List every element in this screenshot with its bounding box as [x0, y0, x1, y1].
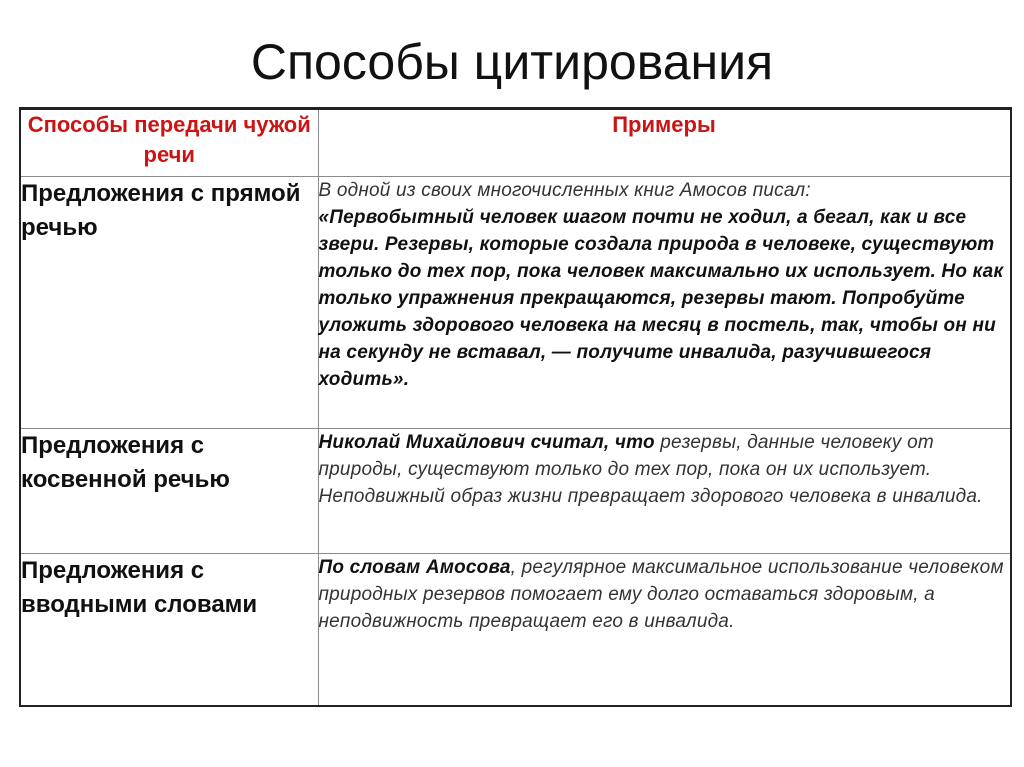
header-examples: Примеры — [318, 109, 1011, 177]
table-row — [20, 429, 1011, 554]
example-introductory-words — [318, 554, 1011, 706]
table-header-row — [20, 109, 1011, 177]
example-direct-speech — [318, 177, 1011, 429]
example-lead: По словам Амосова — [318, 557, 511, 578]
example-rest: , регулярное максимальное использование человеком природных резервов помогает ему долго оставаться здоровым, а неподвижность превращает его в инвалида. — [318, 557, 1004, 632]
example-lead: Николай Михайлович считал, что — [318, 432, 655, 453]
row-label-indirect-speech: Предложения с косвенной речью — [20, 429, 318, 554]
example-indirect-speech — [318, 429, 1011, 554]
header-methods: Способы передачи чужой речи — [20, 109, 318, 177]
row-label-introductory-words: Предложения с вводными словами — [20, 554, 318, 706]
row-label-direct-speech: Предложения с прямой речью — [20, 177, 318, 429]
citation-methods-table — [19, 107, 1012, 707]
example-quote: «Первобытный человек шагом почти не ходил, а бегал, как и все звери. Резервы, которые создала природа в человеке, существуют только до тех пор, пока человек максимально их использует. Но как только упражнения прекращаются, резервы тают. Попробуйте уложить здорового человека на месяц в постель, так, чтобы он ни на секунду не вставал, — получите инвалида, разучившегося ходить». — [318, 207, 1004, 390]
example-intro: В одной из своих многочисленных книг Амосов писал: — [318, 180, 811, 201]
page-title: Способы цитирования — [250, 34, 774, 90]
table-row — [20, 554, 1011, 706]
table-row — [20, 177, 1011, 429]
example-rest: резервы, данные человеку от природы, существуют только до тех пор, пока он их использует. Неподвижный образ жизни превращает здорового человека в инвалида. — [318, 432, 983, 507]
